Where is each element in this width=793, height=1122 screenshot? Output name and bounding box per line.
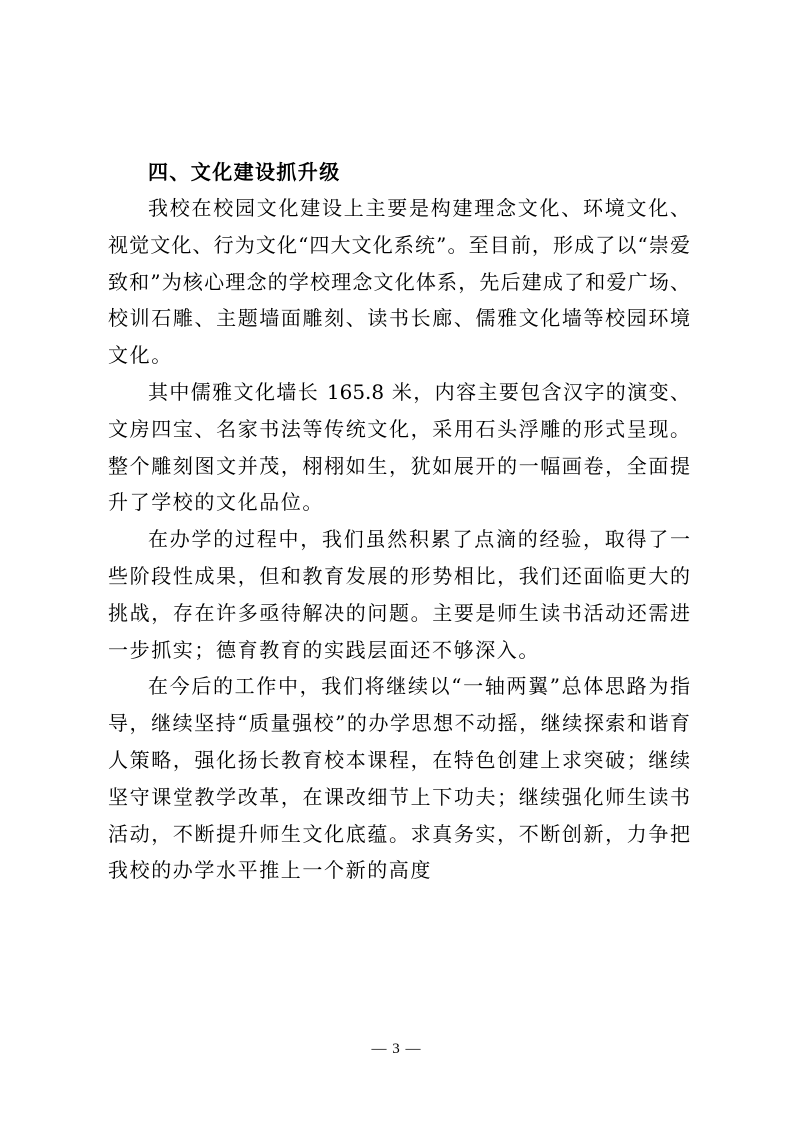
paragraph-line: 在今后的工作中，我们将继续以“一轴两翼”总体思路为指 (148, 674, 690, 699)
paragraph-line: 些阶段性成果，但和教育发展的形势相比，我们还面临更大的 (108, 563, 690, 588)
paragraph-line: 校训石雕、主题墙面雕刻、读书长廊、儒雅文化墙等校园环境 (108, 306, 690, 331)
paragraph-line: 致和”为核心理念的学校理念文化体系，先后建成了和爱广场、 (108, 269, 690, 294)
paragraph-line: 其中儒雅文化墙长 165.8 米，内容主要包含汉字的演变、 (148, 379, 690, 404)
paragraph-culture-systems (108, 190, 690, 374)
paragraph-line: 一步抓实；德育教育的实践层面还不够深入。 (108, 637, 540, 662)
paragraph-line: 人策略，强化扬长教育校本课程，在特色创建上求突破；继续 (108, 747, 690, 772)
paragraph-future-work (108, 668, 690, 889)
document-body (108, 154, 690, 889)
paragraph-challenges (108, 521, 690, 668)
paragraph-line: 整个雕刻图文并茂，栩栩如生，犹如展开的一幅画卷，全面提 (108, 453, 690, 478)
paragraph-line: 升了学校的文化品位。 (108, 490, 324, 515)
paragraph-culture-wall (108, 374, 690, 521)
paragraph-line: 文房四宝、名家书法等传统文化，采用石头浮雕的形式呈现。 (108, 416, 690, 441)
paragraph-line: 我校在校园文化建设上主要是构建理念文化、环境文化、 (148, 196, 690, 220)
paragraph-line: 挑战，存在许多亟待解决的问题。主要是师生读书活动还需进 (108, 600, 690, 625)
paragraph-line: 我校的办学水平推上一个新的高度 (108, 858, 432, 883)
section-heading: 四、文化建设抓升级 (148, 160, 341, 184)
paragraph-line: 导，继续坚持“质量强校”的办学思想不动摇，继续探索和谐育 (108, 711, 690, 736)
page-number: — 3 — (371, 1041, 422, 1057)
paragraph-line: 视觉文化、行为文化“四大文化系统”。至目前，形成了以“崇爱 (108, 232, 690, 257)
paragraph-line: 坚守课堂教学改革，在课改细节上下功夫；继续强化师生读书 (108, 784, 690, 809)
paragraph-line: 活动，不断提升师生文化底蕴。求真务实，不断创新，力争把 (108, 821, 690, 846)
paragraph-line: 文化。 (108, 343, 173, 368)
paragraph-line: 在办学的过程中，我们虽然积累了点滴的经验，取得了一 (148, 527, 690, 552)
